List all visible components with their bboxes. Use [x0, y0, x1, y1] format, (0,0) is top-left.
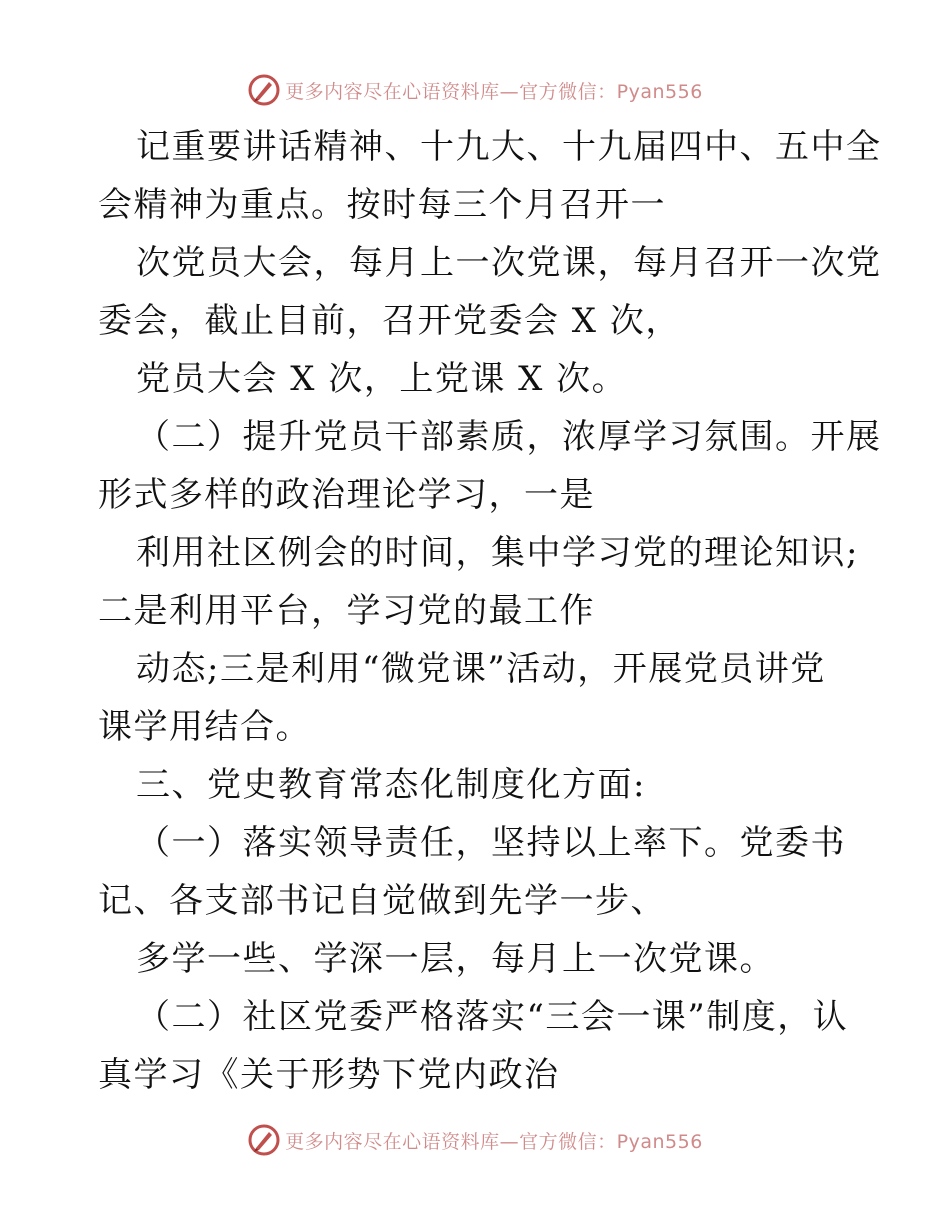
text-line: 形式多样的政治理论学习，一是: [98, 475, 595, 515]
text-line: 多学一些、学深一层，每月上一次党课。: [136, 939, 775, 979]
header-watermark: [0, 70, 950, 110]
pen-quill-logo-icon: [247, 1123, 281, 1157]
footer-watermark: [0, 1120, 950, 1160]
text-line: 会精神为重点。按时每三个月召开一: [98, 185, 666, 225]
text-line: （二）社区党委严格落实“三会一课”制度，认: [136, 997, 849, 1037]
text-line: 课学用结合。: [98, 707, 311, 747]
pen-quill-logo-icon: [247, 73, 281, 107]
text-line: 真学习《关于形势下党内政治: [98, 1055, 560, 1095]
text-line: 次党员大会，每月上一次党课，每月召开一次党: [136, 243, 882, 283]
text-line: （二）提升党员干部素质，浓厚学习氛围。开展: [136, 417, 882, 457]
text-line: 记重要讲话精神、十九大、十九届四中、五中全: [136, 127, 882, 167]
text-line: 党员大会 X 次，上党课 X 次。: [136, 359, 628, 399]
text-line: 动态;三是利用“微党课”活动，开展党员讲党: [136, 649, 826, 689]
text-line: 二是利用平台，学习党的最工作: [98, 591, 595, 631]
text-line: 记、各支部书记自觉做到先学一步、: [98, 881, 666, 921]
text-line: 委会，截止目前，召开党委会 X 次，: [98, 301, 681, 341]
header-watermark-text: 更多内容尽在心语资料库—官方微信：Pyan556: [285, 80, 703, 103]
document-body: [98, 118, 882, 1104]
text-line: （一）落实领导责任，坚持以上率下。党委书: [136, 823, 846, 863]
text-line: 利用社区例会的时间，集中学习党的理论知识;: [136, 533, 859, 573]
footer-watermark-text: 更多内容尽在心语资料库—官方微信：Pyan556: [285, 1130, 703, 1153]
section-heading: 三、党史教育常态化制度化方面:: [136, 765, 646, 805]
